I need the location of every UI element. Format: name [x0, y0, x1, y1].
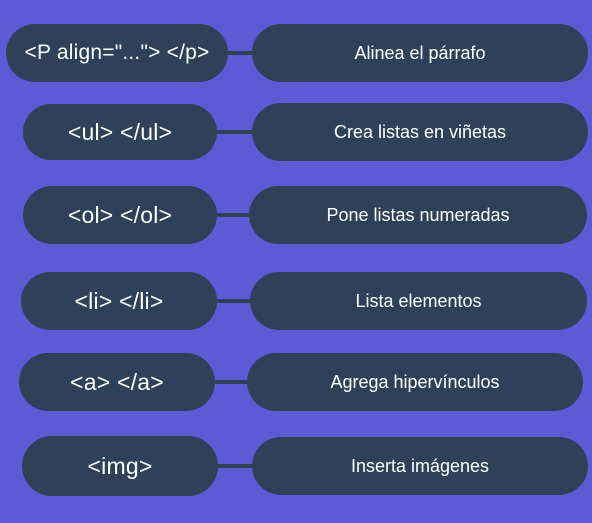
tag-pill-ul — [23, 104, 217, 160]
description-label: Inserta imágenes — [350, 455, 490, 476]
description-pill-li — [250, 272, 587, 330]
tag-pill-li — [21, 272, 217, 330]
description-pill-ul — [252, 103, 588, 161]
description-pill-p-align — [252, 24, 588, 82]
connector-line — [216, 464, 256, 468]
tag-pill-p-align — [6, 24, 228, 82]
tag-pill-ol — [23, 186, 217, 244]
description-label: Agrega hipervínculos — [330, 371, 500, 392]
description-label: Alinea el párrafo — [354, 42, 486, 63]
tag-label: <a> </a> — [70, 368, 164, 395]
description-label: Pone listas numeradas — [326, 204, 510, 225]
tag-label: <ul> </ul> — [67, 118, 173, 145]
tag-label: <ol> </ol> — [67, 201, 173, 228]
description-label: Lista elementos — [355, 290, 482, 311]
tag-pill-a — [19, 353, 215, 411]
description-pill-img — [252, 437, 588, 495]
connector-line — [215, 130, 255, 134]
tag-label: <P align="..."> </p> — [24, 41, 210, 64]
description-pill-ol — [249, 186, 587, 244]
tag-label: <img> — [87, 452, 153, 479]
description-label: Crea listas en viñetas — [333, 121, 507, 142]
tag-label: <li> </li> — [74, 287, 164, 314]
tag-pill-img — [22, 436, 218, 496]
description-pill-a — [247, 353, 583, 411]
connector-line — [215, 299, 255, 303]
